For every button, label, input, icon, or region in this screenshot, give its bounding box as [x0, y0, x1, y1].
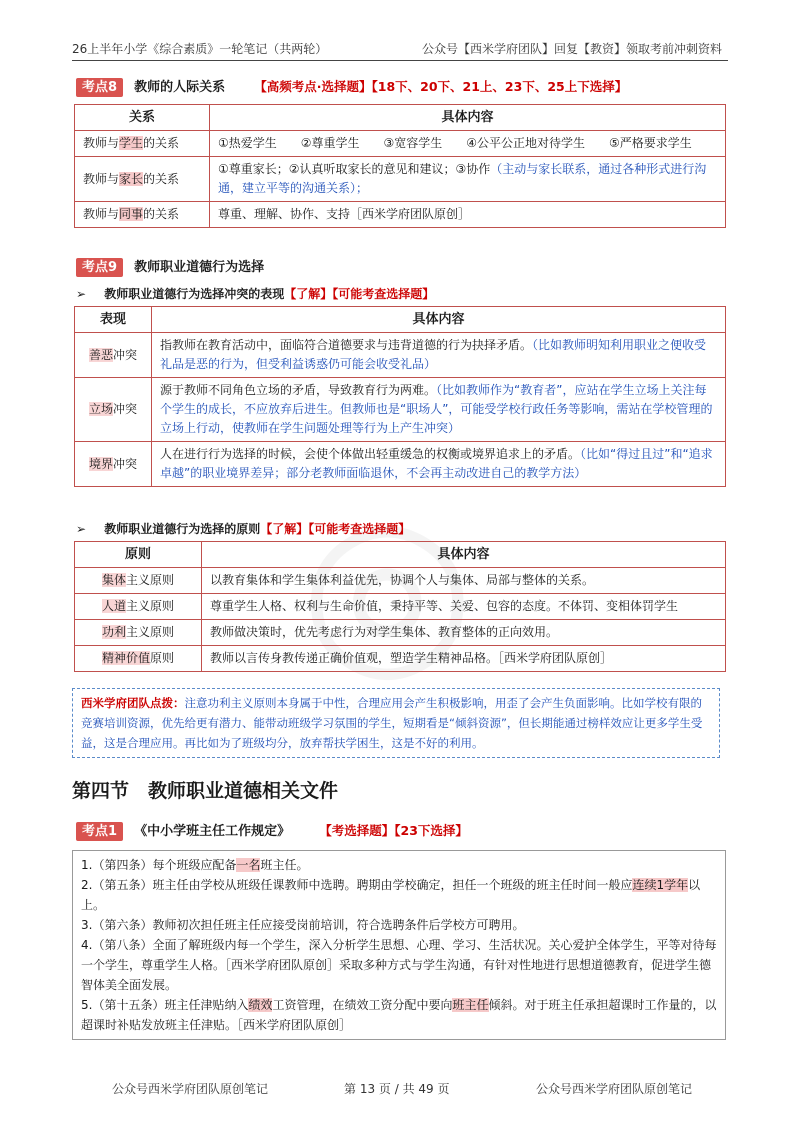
content-cell: 教师以言传身教传递正确价值观，塑造学生精神品格。［西米学府团队原创］ — [202, 646, 726, 672]
principle-table — [74, 541, 726, 672]
table-row — [75, 157, 726, 202]
content-cell: 教师做决策时，优先考虑行为对学生集体、教育整体的正向效用。 — [202, 620, 726, 646]
kd9-bullet-principle: ➢ 教师职业道德行为选择的原则【了解】【可能考查选择题】 — [76, 522, 411, 536]
principle-cell: 集体主义原则 — [75, 568, 202, 594]
content-cell: 人在进行行为选择的时候，会使个体做出轻重缓急的权衡或境界追求上的矛盾。（比如“得过且过”和“追求卓越”的职业境界差异；部分老教师面临退休，不会再主动改进自己的教学方法） — [152, 442, 726, 487]
content-cell: ①热爱学生 ②尊重学生 ③宽容学生 ④公平公正地对待学生 ⑤严格要求学生 — [210, 131, 726, 157]
kd1-note: 【考选择题】【23下选择】 — [319, 823, 468, 838]
content-cell: 尊重学生人格、权利与生命价值，秉持平等、关爱、包容的态度。不体罚、变相体罚学生 — [202, 594, 726, 620]
kd9-tag: 考点9 — [76, 258, 123, 277]
table-row — [75, 442, 726, 487]
table-row — [75, 202, 726, 228]
col-header-principle: 原则 — [75, 542, 202, 568]
table-row — [75, 568, 726, 594]
kd1-tag: 考点1 — [76, 822, 123, 841]
kd1-title: 《中小学班主任工作规定》 — [134, 824, 291, 839]
table-row — [75, 131, 726, 157]
tip-box — [72, 688, 720, 758]
relation-cell: 教师与家长的关系 — [75, 157, 210, 202]
col-header-content: 具体内容 — [210, 105, 726, 131]
kd9-bullet-conflict: ➢ 教师职业道德行为选择冲突的表现【了解】【可能考查选择题】 — [76, 287, 435, 301]
conflict-table — [74, 306, 726, 487]
content-cell: 尊重、理解、协作、支持［西米学府团队原创］ — [210, 202, 726, 228]
content-cell: ①尊重家长；②认真听取家长的意见和建议；③协作（主动与家长联系，通过各种形式进行沟通，建立平等的沟通关系）； — [210, 157, 726, 202]
content-cell: 以教育集体和学生集体利益优先，协调个人与集体、局部与整体的关系。 — [202, 568, 726, 594]
kd9-heading — [76, 256, 264, 275]
kd8-tag: 考点8 — [76, 78, 123, 97]
principle-cell: 功利主义原则 — [75, 620, 202, 646]
arrow-bullet-icon: ➢ — [76, 522, 87, 536]
kd1-heading — [76, 820, 468, 839]
table-row — [75, 378, 726, 442]
kd8-heading — [76, 76, 627, 95]
conflict-type-cell: 境界冲突 — [75, 442, 152, 487]
table-row — [75, 333, 726, 378]
header-divider — [72, 60, 728, 61]
col-header-content: 具体内容 — [152, 307, 726, 333]
content-cell: 指教师在教育活动中，面临符合道德要求与违背道德的行为抉择矛盾。（比如教师明知利用职业之便收受礼品是恶的行为，但受利益诱惑仍可能会收受礼品） — [152, 333, 726, 378]
header-right: 公众号【西米学府团队】回复【教资】领取考前冲刺资料 — [421, 42, 722, 56]
footer-left: 公众号西米学府团队原创笔记 — [112, 1082, 269, 1096]
conflict-type-cell: 立场冲突 — [75, 378, 152, 442]
table-row — [75, 646, 726, 672]
relation-cell: 教师与学生的关系 — [75, 131, 210, 157]
footer-right: 公众号西米学府团队原创笔记 — [536, 1082, 693, 1096]
kd8-note: 【高频考点·选择题】【18下、20下、21上、23下、25上下选择】 — [254, 79, 628, 94]
col-header-manifest: 表现 — [75, 307, 152, 333]
conflict-type-cell: 善恶冲突 — [75, 333, 152, 378]
kd8-title: 教师的人际关系 — [134, 80, 226, 95]
tip-text: 注意功利主义原则本身属于中性，合理应用会产生积极影响，用歪了会产生负面影响。比如学校有限的竞赛培训资源，优先给更有潜力、能带动班级学习氛围的学生，短期看是“倾斜资源”，但长期能通过榜样效应让更多学生受益，这是合理应用。再比如为了班级均分，放弃帮扶学困生，这是不好的利用。 — [81, 696, 703, 750]
header-left: 26上半年小学《综合素质》一轮笔记（共两轮） — [72, 42, 328, 56]
table-row — [75, 620, 726, 646]
list-item: 4.（第八条）全面了解班级内每一个学生，深入分析学生思想、心理、学习、生活状况。关心爱护全体学生，平等对待每一个学生，尊重学生人格。［西米学府团队原创］采取多种方式与学生沟通，有针对性地进行思想道德教育，促进学生德智体美全面发展。 — [81, 938, 717, 992]
list-item: 1.（第四条）每个班级应配备一名班主任。 — [81, 858, 309, 872]
arrow-bullet-icon: ➢ — [76, 287, 87, 301]
content-cell: 源于教师不同角色立场的矛盾，导致教育行为两难。（比如教师作为“教育者”，应站在学生立场上关注每个学生的成长，不应放弃后进生。但教师也是“职场人”，可能受学校行政任务等影响，需站在学校管理的立场上行动，使教师在学生问题处理等行为上产生冲突） — [152, 378, 726, 442]
kd9-title: 教师职业道德行为选择 — [134, 260, 265, 275]
relation-cell: 教师与同事的关系 — [75, 202, 210, 228]
list-item: 2.（第五条）班主任由学校从班级任课教师中选聘。聘期由学校确定，担任一个班级的班主任时间一般应连续1学年以上。 — [81, 878, 701, 912]
principle-cell: 人道主义原则 — [75, 594, 202, 620]
col-header-content: 具体内容 — [202, 542, 726, 568]
table-row — [75, 594, 726, 620]
page-number: 第 13 页 / 共 49 页 — [344, 1082, 450, 1096]
relations-table — [74, 104, 726, 228]
col-header-relation: 关系 — [75, 105, 210, 131]
rules-list — [72, 850, 726, 1040]
tip-label: 西米学府团队点拨： — [81, 696, 185, 710]
list-item: 3.（第六条）教师初次担任班主任应接受岗前培训，符合选聘条件后学校方可聘用。 — [81, 918, 525, 932]
list-item: 5.（第十五条）班主任津贴纳入绩效工资管理，在绩效工资分配中要向班主任倾斜。对于班主任承担超课时工作量的，以超课时补贴发放班主任津贴。［西米学府团队原创］ — [81, 998, 717, 1032]
section-title: 第四节 教师职业道德相关文件 — [72, 780, 339, 802]
principle-cell: 精神价值原则 — [75, 646, 202, 672]
